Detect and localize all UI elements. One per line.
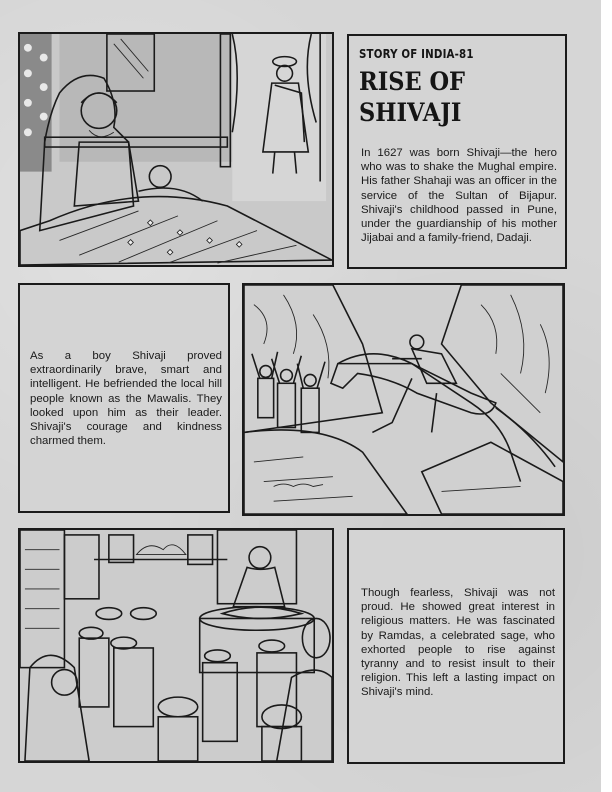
panel-horse-leap-illustration	[242, 283, 565, 516]
title-line-2: SHIVAJI	[359, 98, 462, 127]
horse-leap-illustration	[244, 285, 563, 514]
panel-sage-illustration	[18, 528, 334, 763]
panel-boyhood-text	[18, 283, 230, 513]
panel-birth-illustration	[18, 32, 334, 267]
panel-ramdas-text	[347, 528, 565, 764]
panel-intro-text	[347, 34, 567, 269]
page-title	[359, 66, 465, 128]
series-label: STORY OF INDIA-81	[359, 46, 474, 61]
narration-text: As a boy Shivaji proved extraordinarily brave, smart and intelligent. He befriended the local hill people known as the Mawalis. They looked upon him as their leader. Shivaji's courage and kindness charmed them.	[30, 350, 222, 448]
title-line-1: RISE OF	[359, 67, 466, 96]
narration-text: Though fearless, Shivaji was not proud. He showed great interest in religious matters. He was fascinated by Ramdas, a celebrated sage, who exhorted people to rise against tyranny and to resist insult to their religion. This left a lasting impact on Shivaji's mind.	[361, 587, 555, 699]
mother-and-baby-illustration	[20, 34, 332, 265]
narration-text: In 1627 was born Shivaji—the hero who was to shake the Mughal empire. His father Shahaji was an officer in the service of the Sultan of Bijapur. Shivaji's childhood passed in Pune, under the guardianship of his mother Jijabai and a family-friend, Dadaji.	[361, 147, 557, 245]
sage-gathering-illustration	[20, 530, 332, 761]
